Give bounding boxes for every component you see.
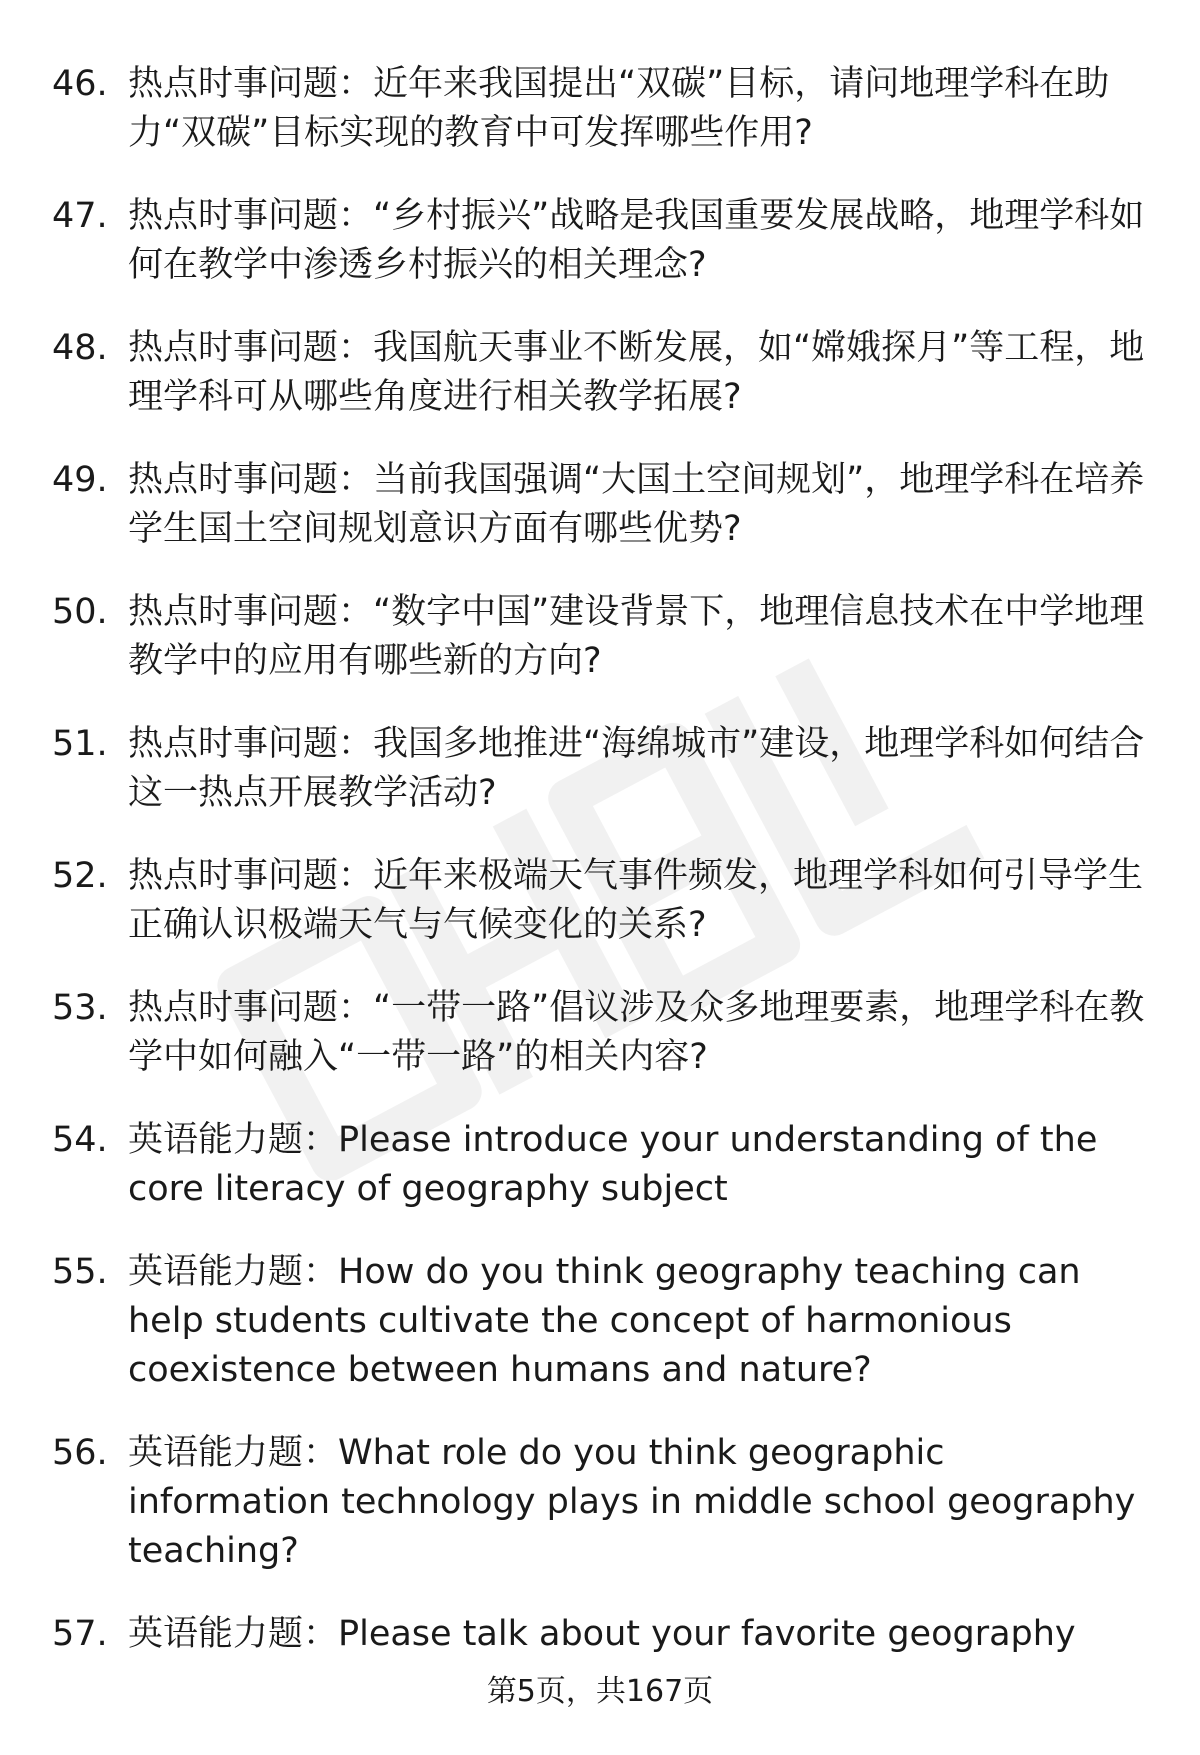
question-number: 48.	[52, 328, 108, 368]
question-text: 热点时事问题：“数字中国”建设背景下，地理信息技术在中学地理教学中的应用有哪些新的方向?	[128, 592, 1145, 681]
question-text: 热点时事问题：“乡村振兴”战略是我国重要发展战略，地理学科如何在教学中渗透乡村振兴的相关理念?	[128, 196, 1145, 285]
question-number: 49.	[52, 460, 108, 500]
question-number: 54.	[52, 1120, 108, 1160]
question-text: 热点时事问题：当前我国强调“大国土空间规划”，地理学科在培养学生国土空间规划意识方面有哪些优势?	[128, 460, 1145, 549]
question-text: 热点时事问题：近年来极端天气事件频发，地理学科如何引导学生正确认识极端天气与气候变化的关系?	[128, 856, 1144, 945]
question-text: 英语能力题：Please introduce your understanding of the core literacy of geography subject	[128, 1120, 1098, 1209]
question-text: 热点时事问题：我国航天事业不断发展，如“嫦娥探月”等工程，地理学科可从哪些角度进行相关教学拓展?	[128, 328, 1145, 417]
question-number: 55.	[52, 1252, 108, 1292]
question-text: 热点时事问题：“一带一路”倡议涉及众多地理要素，地理学科在教学中如何融入“一带一路”的相关内容?	[128, 988, 1145, 1077]
question-text: 热点时事问题：近年来我国提出“双碳”目标，请问地理学科在助力“双碳”目标实现的教育中可发挥哪些作用?	[128, 64, 1110, 153]
question-number: 46.	[52, 64, 108, 104]
question-number: 47.	[52, 196, 108, 236]
question-text: 热点时事问题：我国多地推进“海绵城市”建设，地理学科如何结合这一热点开展教学活动?	[128, 724, 1145, 813]
list-item	[52, 1429, 1152, 1576]
list-item	[52, 1116, 1152, 1214]
question-number: 56.	[52, 1433, 108, 1473]
list-item	[52, 588, 1152, 686]
question-text: 英语能力题：How do you think geography teaching can help students cultivate the concept of harmonious coexistence between humans and nature?	[128, 1252, 1081, 1390]
list-item	[52, 192, 1152, 290]
list-item	[52, 852, 1152, 950]
question-text: 英语能力题：Please talk about your favorite geography	[128, 1614, 1076, 1654]
list-item	[52, 984, 1152, 1082]
list-item	[52, 1610, 1152, 1659]
question-number: 57.	[52, 1614, 108, 1654]
question-text: 英语能力题：What role do you think geographic information technology plays in middle school geography teaching?	[128, 1433, 1136, 1571]
list-item	[52, 456, 1152, 554]
page-footer: 第5页，共167页	[486, 1674, 714, 1709]
question-number: 50.	[52, 592, 108, 632]
question-list	[52, 60, 1152, 1693]
question-number: 53.	[52, 988, 108, 1028]
list-item	[52, 324, 1152, 422]
list-item	[52, 720, 1152, 818]
question-number: 51.	[52, 724, 108, 764]
list-item	[52, 60, 1152, 158]
question-number: 52.	[52, 856, 108, 896]
list-item	[52, 1248, 1152, 1395]
